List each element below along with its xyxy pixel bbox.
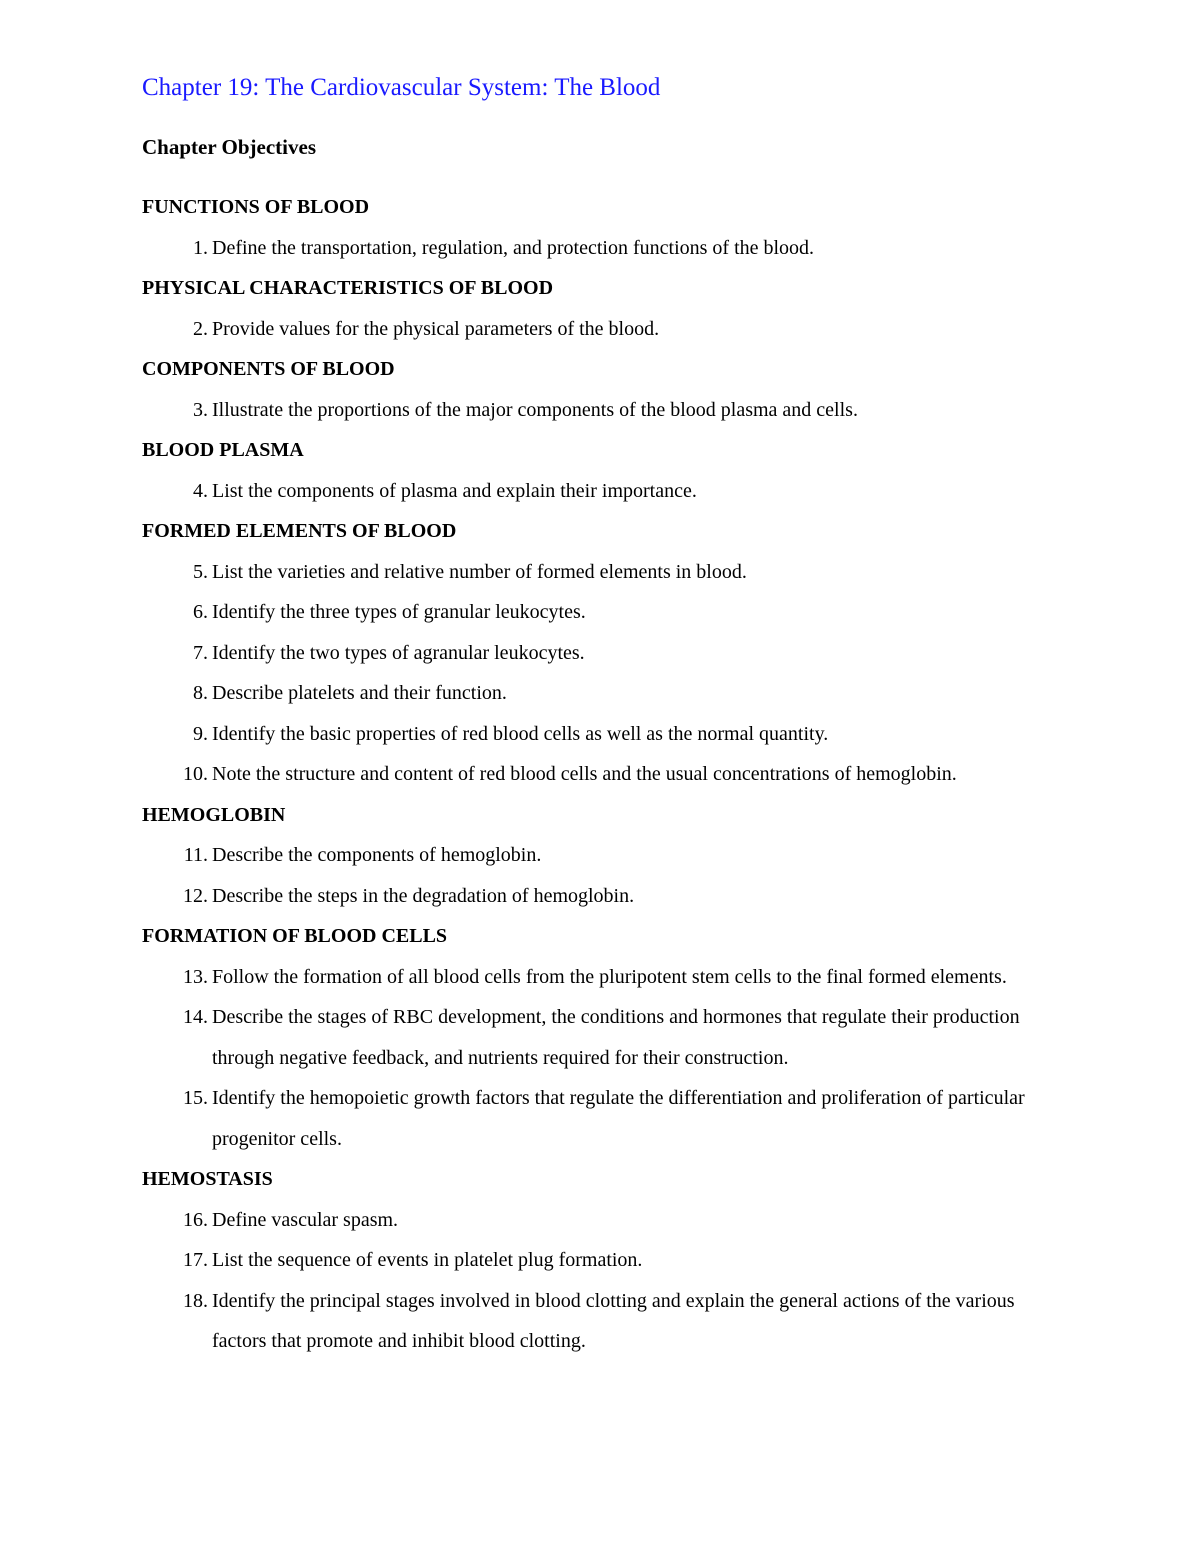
objective-number: 13. [183, 965, 208, 988]
objective-number: 10. [183, 763, 208, 785]
objective-text: Identify the two types of agranular leukocytes. [212, 641, 585, 664]
section-heading: PHYSICAL CHARACTERISTICS OF BLOOD [142, 277, 554, 299]
objective-section [142, 430, 1072, 511]
objective-section [142, 268, 1072, 349]
objective-item [142, 309, 1072, 350]
objective-number: 2. [193, 317, 208, 340]
objective-number: 16. [183, 1208, 208, 1231]
objective-item [142, 835, 1072, 876]
objective-text: Identify the hemopoietic growth factors that regulate the differentiation and proliferation of particular progenitor cells. [212, 1087, 1025, 1150]
objective-number: 3. [193, 398, 208, 421]
objective-text: Describe the components of hemoglobin. [212, 844, 542, 866]
objective-text: Provide values for the physical parameters of the blood. [212, 317, 660, 340]
objective-item [142, 1200, 1072, 1241]
objective-item [142, 1240, 1072, 1281]
objective-item [142, 957, 1072, 998]
objective-item [142, 1078, 1072, 1159]
section-heading: BLOOD PLASMA [142, 439, 304, 461]
objective-section [142, 349, 1072, 430]
objective-text: Identify the three types of granular leukocytes. [212, 601, 586, 623]
objective-text: Note the structure and content of red blood cells and the usual concentrations of hemoglobin. [212, 763, 957, 785]
objective-number: 1. [193, 236, 208, 259]
objective-section [142, 1159, 1072, 1362]
objective-number: 12. [183, 884, 208, 907]
objective-item [142, 1281, 1072, 1362]
objective-number: 5. [193, 560, 208, 583]
objective-text: List the sequence of events in platelet plug formation. [212, 1249, 643, 1271]
section-heading: FORMATION OF BLOOD CELLS [142, 925, 448, 947]
objective-item [142, 390, 1072, 431]
objective-item [142, 673, 1072, 714]
objective-number: 17. [183, 1249, 208, 1271]
section-heading: COMPONENTS OF BLOOD [142, 358, 395, 380]
objective-text: List the varieties and relative number of formed elements in blood. [212, 560, 747, 583]
objective-item [142, 876, 1072, 917]
objective-item [142, 471, 1072, 512]
objective-section [142, 795, 1072, 917]
objective-text: Describe the stages of RBC development, the conditions and hormones that regulate their production through negative feedback, and nutrients required for their construction. [212, 1006, 1020, 1069]
objective-item [142, 754, 1072, 795]
objective-item [142, 552, 1072, 593]
objective-number: 18. [183, 1289, 208, 1312]
objective-number: 14. [183, 1006, 208, 1028]
objective-item [142, 633, 1072, 674]
objective-text: List the components of plasma and explain their importance. [212, 479, 697, 502]
objective-section [142, 511, 1072, 795]
objective-text: Illustrate the proportions of the major components of the blood plasma and cells. [212, 398, 858, 421]
objective-text: Follow the formation of all blood cells from the pluripotent stem cells to the final formed elements. [212, 965, 1007, 988]
objective-text: Define vascular spasm. [212, 1208, 399, 1231]
objective-item [142, 714, 1072, 755]
objective-item [142, 997, 1072, 1078]
objective-text: Identify the principal stages involved in blood clotting and explain the general actions of the various factors that promote and inhibit blood clotting. [212, 1289, 1015, 1352]
objective-section [142, 916, 1072, 1159]
objective-item [142, 592, 1072, 633]
objective-text: Describe platelets and their function. [212, 682, 507, 704]
objective-number: 11. [183, 844, 208, 866]
section-heading: HEMOGLOBIN [142, 803, 286, 826]
objective-number: 15. [183, 1087, 208, 1109]
objective-section [142, 187, 1072, 268]
objective-text: Identify the basic properties of red blood cells as well as the normal quantity. [212, 722, 829, 745]
objective-number: 8. [193, 682, 208, 704]
objective-item [142, 228, 1072, 269]
objective-number: 9. [193, 722, 208, 745]
section-heading: FUNCTIONS OF BLOOD [142, 196, 370, 218]
objectives-content [142, 187, 1072, 1362]
objective-text: Describe the steps in the degradation of hemoglobin. [212, 884, 635, 907]
objective-text: Define the transportation, regulation, and protection functions of the blood. [212, 236, 815, 259]
section-heading: FORMED ELEMENTS OF BLOOD [142, 520, 457, 542]
objective-number: 7. [193, 641, 208, 664]
chapter-title: Chapter 19: The Cardiovascular System: The Blood [142, 74, 661, 101]
objective-number: 6. [193, 601, 208, 623]
objective-number: 4. [193, 479, 208, 502]
chapter-objectives-subtitle: Chapter Objectives [142, 135, 316, 159]
section-heading: HEMOSTASIS [142, 1168, 273, 1190]
